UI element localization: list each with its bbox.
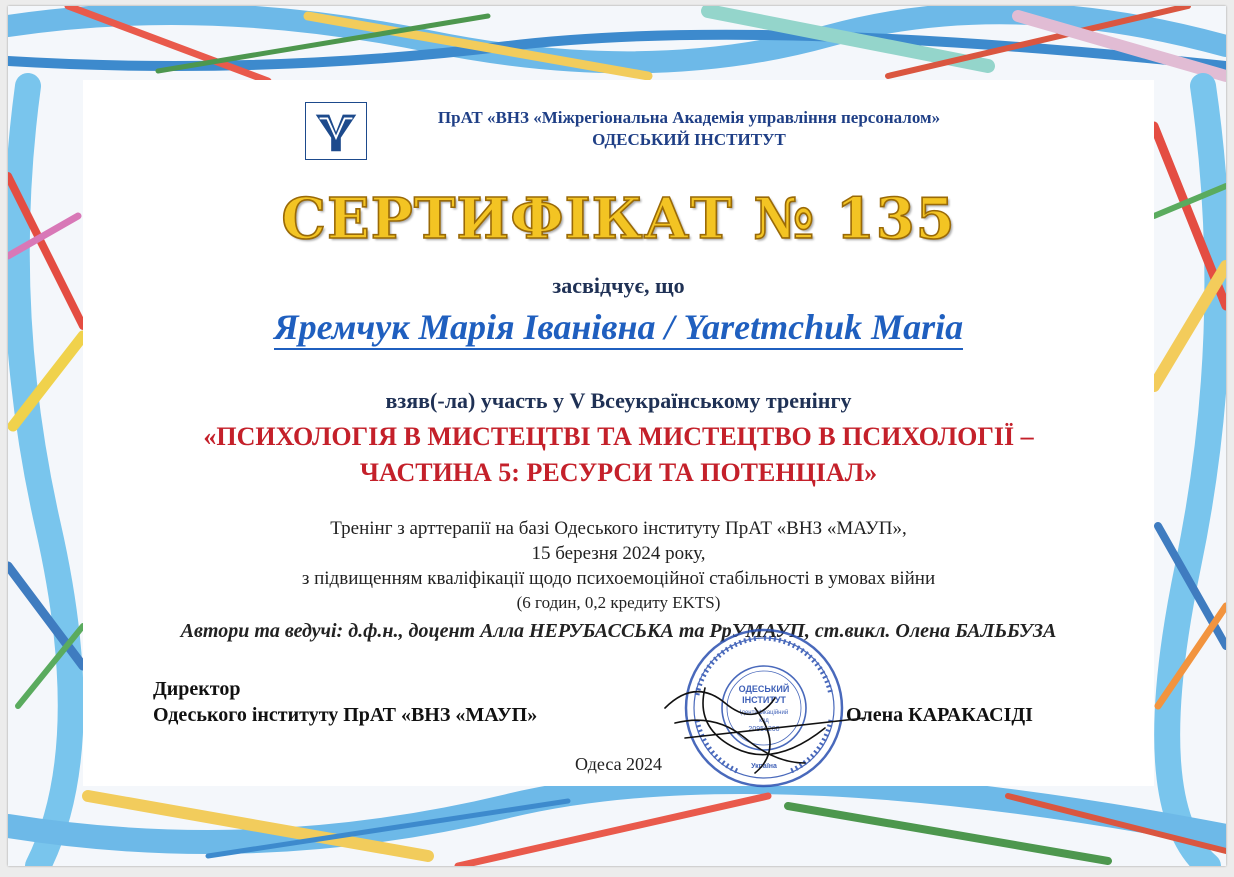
seal-text-line5: 20956260 <box>748 726 780 733</box>
certificate-title: СЕРТИФІКАТ № 135 <box>281 186 956 252</box>
maup-logo-icon <box>305 102 367 160</box>
city-year: Одеса 2024 <box>575 754 663 774</box>
participation-text: взяв(-ла) участь у V Всеукраїнському тренінгу <box>385 388 852 413</box>
seal-text-line1: ОДЕСЬКИЙ <box>738 684 790 694</box>
training-title-line1: «ПСИХОЛОГІЯ В МИСТЕЦТВІ ТА МИСТЕЦТВО В ПСИХОЛОГІЇ – <box>203 422 1034 451</box>
description-line: 15 березня 2024 року, <box>531 543 706 564</box>
signature-icon <box>655 668 885 778</box>
seal-text-bottom: Україна <box>751 763 777 770</box>
description-line: з підвищенням кваліфікації щодо психоемоційної стабільності в умовах війни <box>301 568 936 589</box>
certifies-text: засвідчує, що <box>552 273 685 298</box>
authors-line: Автори та ведучі: д.ф.н., доцент Алла НЕРУБАССЬКА та РрУМАУП, ст.викл. Олена БАЛЬБУЗА <box>180 620 1057 642</box>
institution-header <box>305 102 1025 166</box>
certificate-card <box>83 80 1154 786</box>
seal-text-line3: Ідентифікаційний <box>739 710 789 716</box>
organization-name: ПрАТ «ВНЗ «Міжрегіональна Академія управління персоналом» <box>437 108 941 127</box>
signatory-title: Директор <box>153 678 241 700</box>
signatory-name: Олена КАРАКАСІДІ <box>846 704 1033 726</box>
signatory-institution: Одеського інституту ПрАТ «ВНЗ «МАУП» <box>153 704 538 726</box>
description-line: (6 годин, 0,2 кредиту EKTS) <box>516 593 721 612</box>
seal-text-line2: ІНСТИТУТ <box>742 695 786 705</box>
seal-text-line4: код <box>759 718 769 724</box>
training-title-line2: ЧАСТИНА 5: РЕСУРСИ ТА ПОТЕНЦІАЛ» <box>359 458 878 487</box>
recipient-name-text: Яремчук Марія Іванівна / Yaretmchuk Maria <box>274 307 963 350</box>
recipient-name <box>83 306 1154 348</box>
certificate-sheet <box>8 6 1226 866</box>
institute-name: ОДЕСЬКИЙ ІНСТИТУТ <box>592 130 786 149</box>
description-line: Тренінг з арттерапії на базі Одеського інституту ПрАТ «ВНЗ «МАУП», <box>330 518 907 539</box>
